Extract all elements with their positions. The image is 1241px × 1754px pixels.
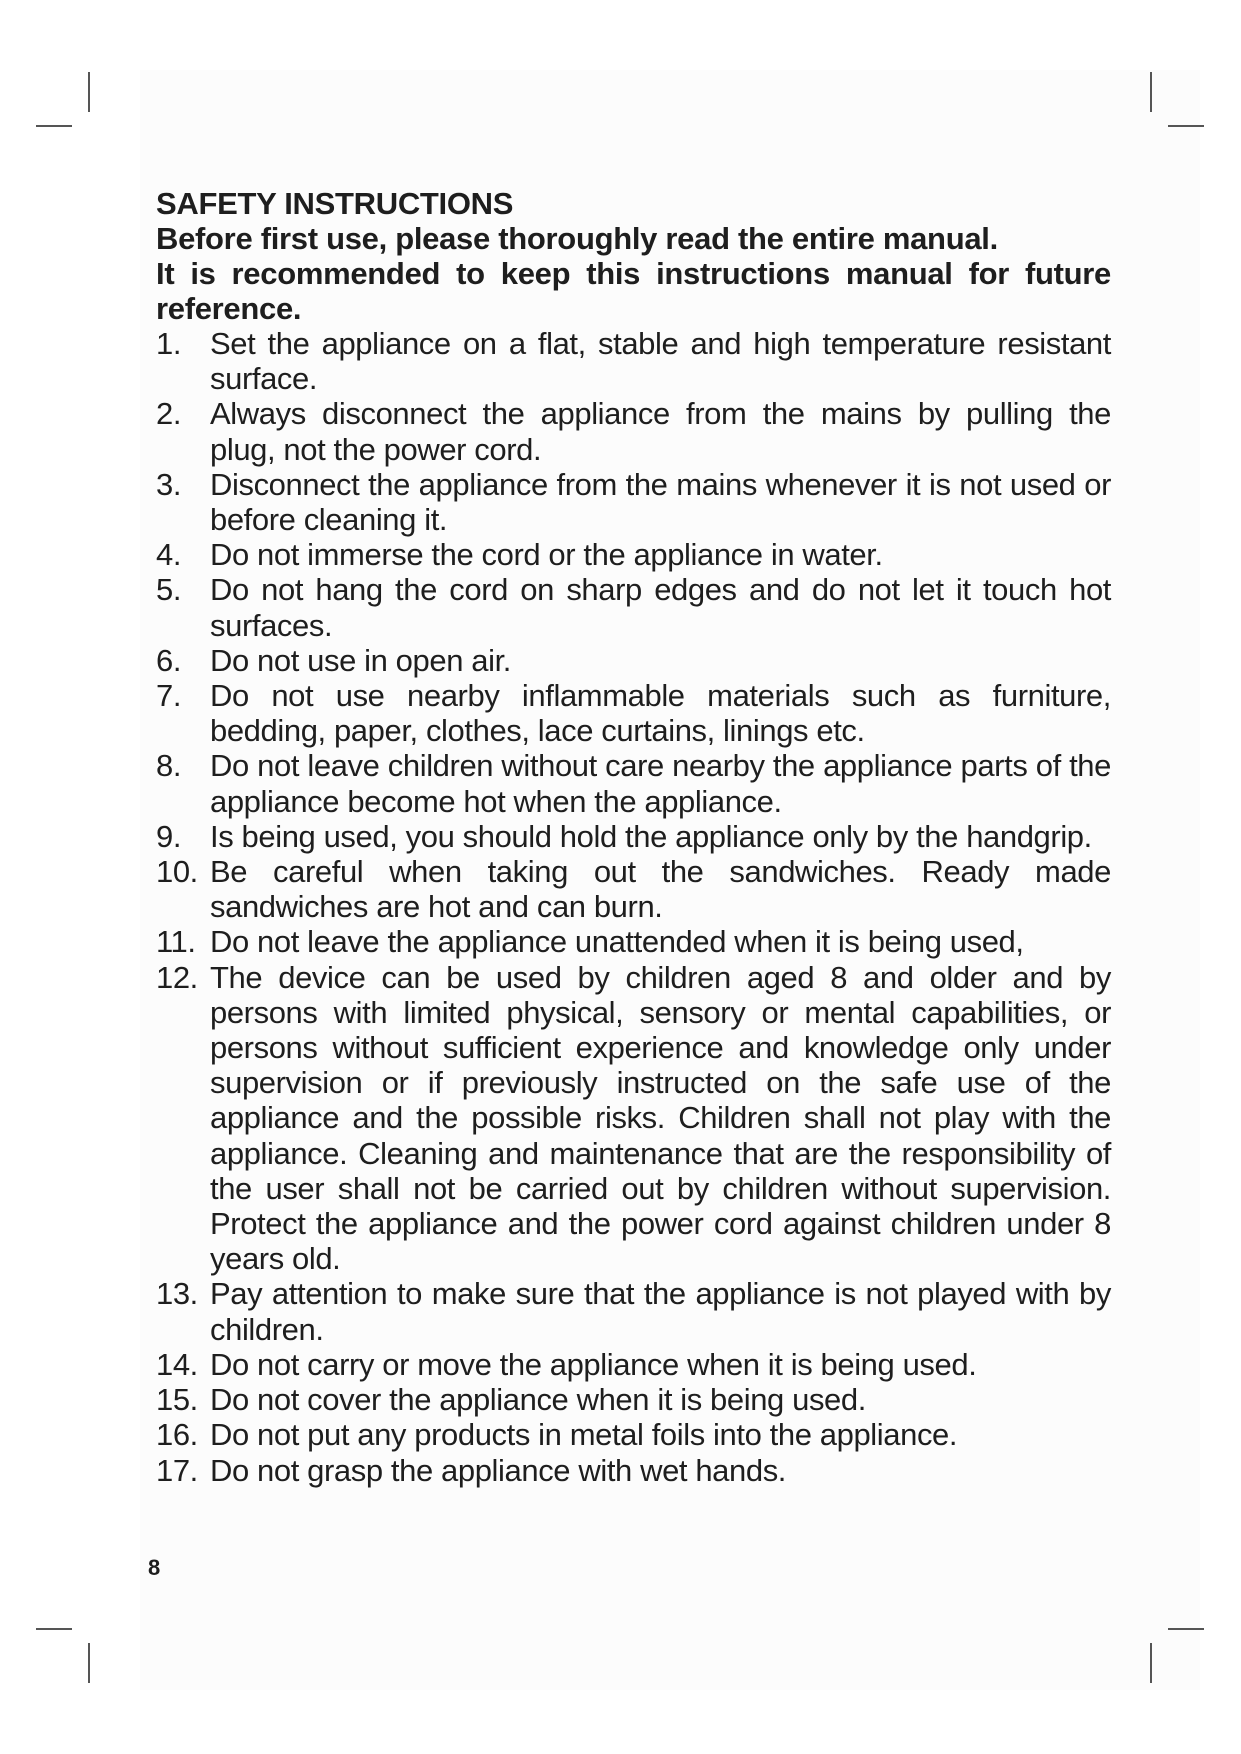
instruction-number: 11.: [156, 924, 196, 960]
instruction-text: Is being used, you should hold the appliance only by the handgrip.: [210, 818, 1092, 854]
instruction-number: 3.: [156, 466, 182, 502]
instruction-item: [156, 748, 1111, 818]
instruction-number: 8.: [156, 748, 182, 784]
instruction-text: Do not leave the appliance unattended when it is being used,: [210, 924, 1024, 960]
crop-mark-top-left-horizontal: [36, 125, 72, 127]
instruction-number: 15.: [156, 1382, 198, 1418]
instruction-item: [156, 960, 1111, 1277]
instruction-text: Disconnect the appliance from the mains whenever it is not used or before cleaning it.: [210, 466, 1111, 538]
instruction-item: [156, 678, 1111, 748]
instruction-item: [156, 326, 1111, 396]
instruction-item: [156, 1347, 1111, 1382]
instruction-item: [156, 854, 1111, 924]
instruction-item: [156, 1276, 1111, 1346]
instruction-text: Do not hang the cord on sharp edges and do not let it touch hot surfaces.: [210, 572, 1111, 643]
crop-mark-bottom-left-vertical: [88, 1643, 90, 1683]
instruction-number: 4.: [156, 537, 182, 573]
instruction-text: Set the appliance on a flat, stable and high temperature resistant surface.: [210, 326, 1111, 397]
instruction-text: Do not immerse the cord or the appliance in water.: [210, 537, 883, 573]
instruction-item: [156, 467, 1111, 537]
crop-mark-bottom-right-horizontal: [1168, 1628, 1204, 1630]
intro-line: It is recommended to keep this instructions manual for future reference.: [156, 256, 1111, 326]
instruction-number: 7.: [156, 678, 182, 714]
page-number: 8: [148, 1555, 161, 1580]
instruction-text: Always disconnect the appliance from the mains by pulling the plug, not the power cord.: [210, 396, 1111, 467]
crop-mark-top-left-vertical: [88, 72, 90, 112]
instruction-number: 9.: [156, 818, 182, 854]
crop-mark-top-right-vertical: [1150, 72, 1152, 112]
instruction-item: [156, 819, 1111, 854]
instruction-text: Do not use in open air.: [210, 642, 512, 678]
instruction-text: Do not leave children without care nearby the appliance parts of the appliance become hot when the appliance.: [210, 748, 1111, 819]
instruction-text: The device can be used by children aged 8 and older and by persons with limited physical, sensory or mental capabilities, or persons without sufficient experience and knowledge only under supervision or if previously instructed on the safe use of the appliance and the possible risks. Children shall not play with the appliance. Cleaning and maintenance that are the responsibility of the user shall not be carried out by children without supervision. Protect the appliance and the power cord against children under 8 years old.: [210, 959, 1111, 1277]
instruction-item: [156, 396, 1111, 466]
instruction-item: [156, 1453, 1111, 1488]
instruction-number: 12.: [156, 959, 198, 995]
instruction-number: 2.: [156, 396, 182, 432]
instruction-text: Be careful when taking out the sandwiches. Ready made sandwiches are hot and can burn.: [210, 854, 1111, 925]
instruction-text: Do not put any products in metal foils into the appliance.: [210, 1417, 958, 1453]
instruction-text: Do not carry or move the appliance when it is being used.: [210, 1346, 977, 1382]
instruction-item: [156, 537, 1111, 572]
instruction-number: 6.: [156, 642, 182, 678]
instruction-text: Do not cover the appliance when it is being used.: [210, 1382, 866, 1418]
instruction-item: [156, 924, 1111, 959]
instruction-number: 17.: [156, 1452, 198, 1488]
instruction-number: 16.: [156, 1417, 198, 1453]
intro-line: Before first use, please thoroughly read the entire manual.: [156, 221, 998, 256]
instruction-text: Do not use nearby inflammable materials such as furniture, bedding, paper, clothes, lace curtains, linings etc.: [210, 678, 1111, 749]
instruction-item: [156, 1382, 1111, 1417]
crop-mark-bottom-right-vertical: [1150, 1643, 1152, 1683]
crop-mark-bottom-left-horizontal: [36, 1628, 72, 1630]
instruction-item: [156, 1417, 1111, 1452]
instruction-item: [156, 572, 1111, 642]
section-heading: SAFETY INSTRUCTIONS: [156, 186, 514, 221]
instruction-number: 14.: [156, 1346, 198, 1382]
instruction-number: 5.: [156, 572, 182, 608]
instruction-number: 13.: [156, 1276, 198, 1312]
instructions-list: [156, 326, 1111, 1488]
instruction-text: Pay attention to make sure that the appliance is not played with by children.: [210, 1276, 1111, 1347]
crop-mark-top-right-horizontal: [1168, 125, 1204, 127]
instruction-number: 1.: [156, 326, 182, 361]
manual-content: [156, 186, 1111, 1488]
instruction-item: [156, 643, 1111, 678]
intro-text: [156, 221, 1111, 326]
instruction-text: Do not grasp the appliance with wet hands.: [210, 1452, 787, 1488]
instruction-number: 10.: [156, 854, 198, 890]
